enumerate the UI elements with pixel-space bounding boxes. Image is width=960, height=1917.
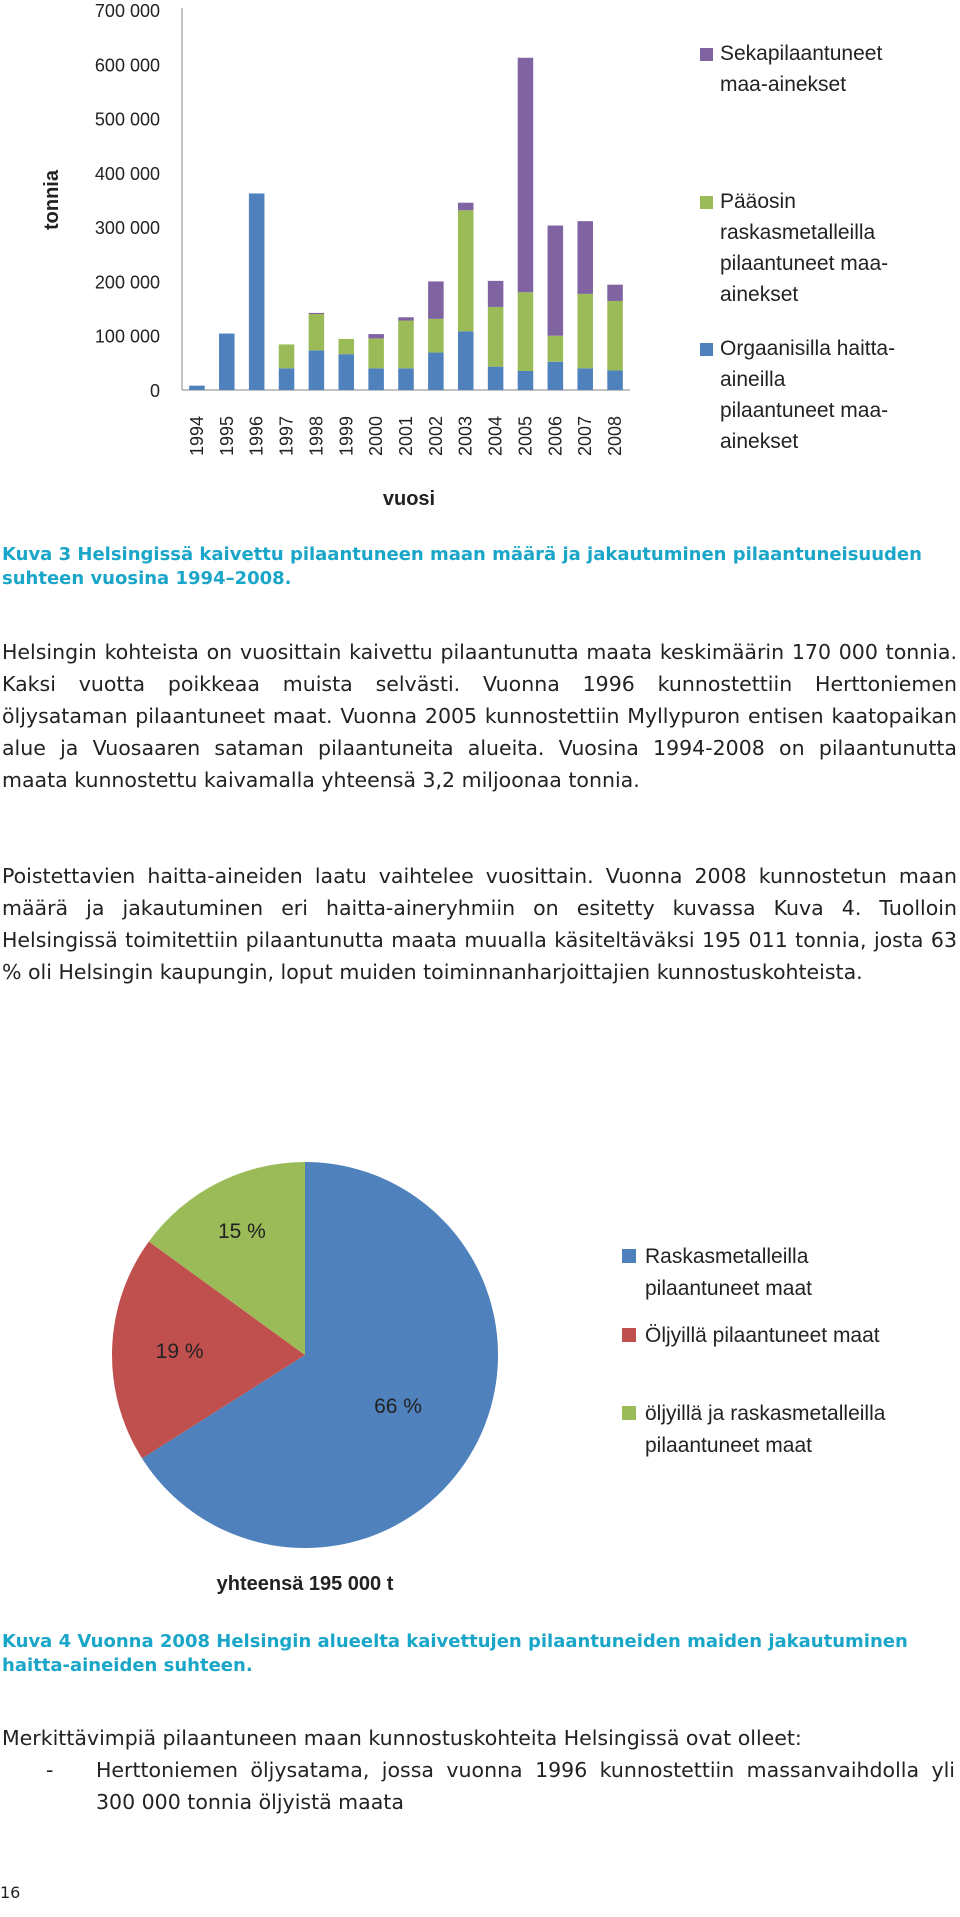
bar-segment [577,368,593,390]
bar-segment [398,368,414,390]
pie-value-label: 19 % [155,1340,204,1364]
bar-segment [518,371,534,390]
y-tick-label: 500 000 [94,109,160,130]
x-tick-label: 2008 [605,415,626,456]
legend-swatch [622,1249,636,1263]
x-tick-label: 2006 [545,415,566,456]
paragraph-1: Helsingin kohteista on vuosittain kaivettu pilaantunutta maata keskimäärin 170 000 tonnia. Kaksi vuotta poikkeaa muista selvästi. Vuonna 1996 kunnostettiin Herttoniemen öljysataman pilaantuneet maat. Vuonna 2005 kunnostettiin Myllypuron entisen kaatopaikan alue ja Vuosaaren sataman pilaantuneita alueita. Vuosina 1994-2008 on pilaantunutta maata kunnostettu kaivamalla yhteensä 3,2 miljoonaa tonnia. [2,640,957,792]
x-tick-label: 2001 [396,415,416,456]
bar-segment [458,331,474,390]
bar-segment [607,370,623,390]
y-tick-label: 200 000 [94,272,160,293]
legend-label: öljyillä ja raskasmetalleilla pilaantuneet maat [645,1402,886,1457]
x-tick-label: 1997 [276,415,297,456]
bar-segment [309,313,325,314]
legend-label: Orgaanisilla haitta-aineilla pilaantuneet maa-ainekset [720,337,896,453]
legend-label: Raskasmetalleilla pilaantuneet maat [645,1245,812,1300]
y-tick-label: 0 [149,381,160,401]
bar-segment [368,338,384,368]
list-dash: - [46,1758,54,1782]
x-tick-label: 2000 [366,415,387,456]
bar-segment [428,353,444,390]
x-tick-label: 2002 [425,415,446,456]
list-item [2,1754,957,1818]
bar-segment [279,344,295,368]
bar-segment [607,285,623,301]
pie-value-label: 15 % [217,1220,266,1244]
bar-segment [577,221,593,294]
bar-chart [0,0,960,520]
bar-segment [309,314,325,350]
bullet-list [2,1754,957,1818]
x-axis-title: vuosi [382,488,436,510]
legend-swatch [622,1406,636,1420]
bar-segment [368,334,384,338]
page-number: 16 [0,1883,21,1902]
y-tick-label: 700 000 [94,1,160,21]
bar-segment [428,281,444,318]
x-tick-label: 2007 [575,415,596,456]
bar-segment [548,226,564,336]
bar-segment [339,354,355,390]
legend-swatch [622,1328,636,1342]
bar-segment [279,368,295,390]
pie-chart [0,1130,960,1620]
x-tick-label: 1996 [246,415,267,456]
list-item-text: Herttoniemen öljysatama, jossa vuonna 1996 kunnostettiin massanvaihdolla yli 300 000 tonnia öljyistä maata [96,1758,955,1814]
bar-segment [398,317,414,320]
bar-segment [607,301,623,370]
x-tick-label: 1995 [216,415,237,456]
x-tick-label: 2005 [515,415,536,456]
y-tick-label: 300 000 [94,218,160,239]
legend-label: Öljyillä pilaantuneet maat [645,1324,880,1347]
figure4-caption: Kuva 4 Vuonna 2008 Helsingin alueelta kaivettujen pilaantuneiden maiden jakautuminen haitta-aineiden suhteen. [2,1631,908,1676]
bar-segment [548,336,564,362]
bar-segment [518,58,534,293]
bar-segment [219,334,235,390]
figure3-caption: Kuva 3 Helsingissä kaivettu pilaantuneen maan määrä ja jakautuminen pilaantuneisuuden suhteen vuosina 1994–2008. [2,544,922,589]
bar-segment [309,350,325,390]
bar-segment [249,193,265,390]
paragraph-2: Poistettavien haitta-aineiden laatu vaihtelee vuosittain. Vuonna 2008 kunnostetun maan määrä ja jakautuminen eri haitta-aineryhmiin on esitetty kuvassa Kuva 4. Tuolloin Helsingissä toimitettiin pilaantunutta maata muualla käsiteltäväksi 195 011 tonnia, josta 63 % oli Helsingin kaupungin, loput muiden toiminnanharjoittajien kunnostuskohteista. [2,864,957,984]
bar-segment [339,339,355,354]
y-tick-label: 400 000 [94,163,160,184]
x-tick-label: 1998 [306,415,327,456]
x-tick-label: 1999 [336,415,357,456]
legend-swatch [700,48,713,61]
y-axis-title: tonnia [41,170,63,230]
bar-segment [548,362,564,390]
legend-swatch [700,196,713,209]
bar-segment [368,368,384,390]
paragraph-3: Merkittävimpiä pilaantuneen maan kunnostuskohteita Helsingissä ovat olleet: [2,1726,802,1750]
bar-segment [488,281,504,307]
legend-swatch [700,343,713,356]
legend-label: Sekapilaantuneet maa-ainekset [720,42,883,96]
bar-segment [488,367,504,390]
bar-segment [458,203,474,211]
x-tick-label: 1994 [186,415,207,456]
bar-segment [577,294,593,368]
pie-total-label: yhteensä 195 000 t [216,1573,394,1595]
legend-label: Pääosin raskasmetalleilla pilaantuneet maa-ainekset [720,190,889,306]
bar-segment [189,386,205,390]
y-tick-label: 100 000 [94,326,160,347]
y-tick-label: 600 000 [94,55,160,76]
x-tick-label: 2003 [455,415,476,456]
bar-segment [428,319,444,353]
bar-segment [398,321,414,369]
bar-segment [488,307,504,367]
bar-segment [518,292,534,371]
pie-value-label: 66 % [374,1395,422,1419]
x-tick-label: 2004 [485,415,506,456]
bar-segment [458,210,474,331]
